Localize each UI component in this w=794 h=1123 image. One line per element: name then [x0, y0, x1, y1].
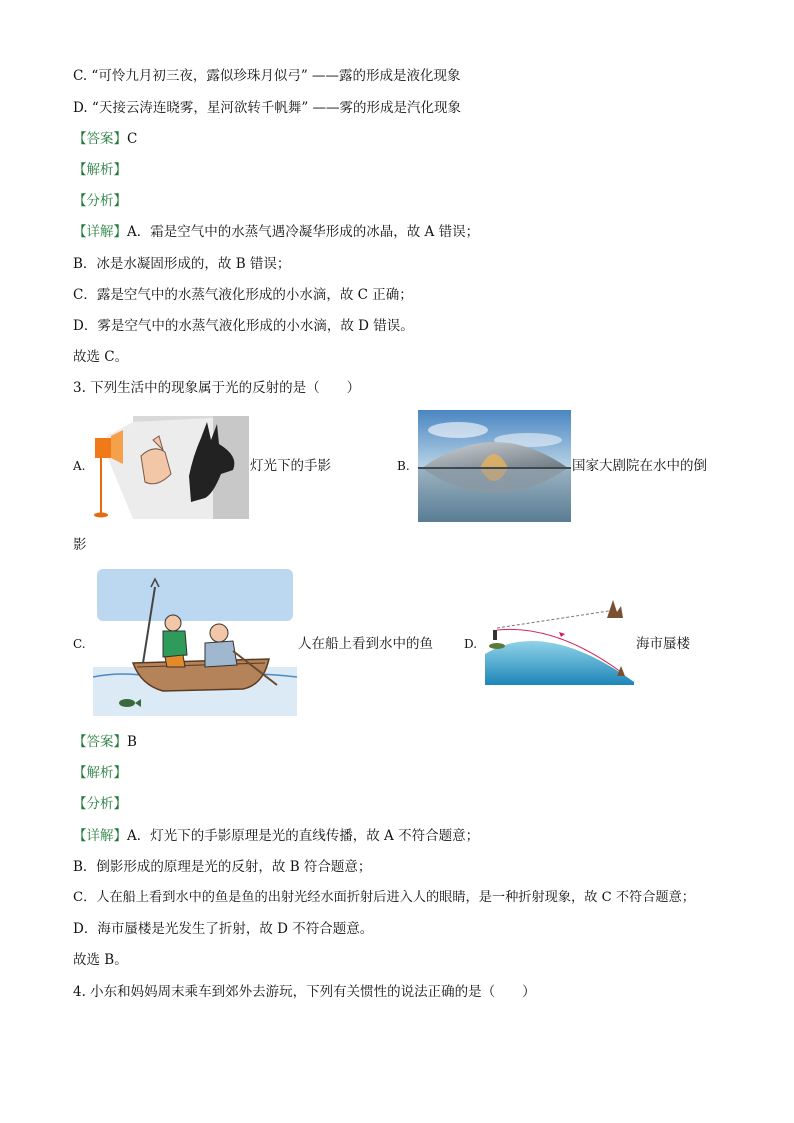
- q3-conclusion: 故选 B。: [73, 952, 128, 968]
- q3-option-b-letter: B.: [397, 459, 410, 473]
- q2-detail-b: B．冰是水凝固形成的，故 B 错误；: [73, 256, 291, 272]
- q3-detail-b: B．倒影形成的原理是光的反射，故 B 符合题意；: [73, 859, 372, 875]
- detail-tag: 【详解】: [73, 828, 127, 844]
- q3-option-b-text: 国家大剧院在水中的倒: [572, 458, 707, 474]
- fenxi-tag: 【分析】: [73, 796, 127, 812]
- q3-answer-line: [73, 733, 137, 751]
- hand-shadow-image: [93, 416, 249, 519]
- q2-conclusion: 故选 C。: [73, 349, 129, 365]
- answer-tag: 【答案】: [73, 131, 127, 147]
- q3-option-c-text: 人在船上看到水中的鱼: [298, 636, 433, 652]
- q2-detail-a-line: [73, 223, 479, 241]
- q3-detail-d: D．海市蜃楼是光发生了折射，故 D 不符合题意。: [73, 921, 374, 937]
- q2-detail-d: D．雾是空气中的水蒸气液化形成的小水滴，故 D 错误。: [73, 318, 414, 334]
- answer-tag: 【答案】: [73, 734, 127, 750]
- q3-option-d-text: 海市蜃楼: [636, 636, 690, 652]
- grand-theatre-image: [418, 410, 571, 522]
- q2-detail-a: A．霜是空气中的水蒸气遇冷凝华形成的冰晶，故 A 错误；: [127, 224, 480, 240]
- q3-detail-a-line: [73, 827, 479, 845]
- q3-option-b-wrap: 影: [73, 537, 87, 553]
- q2-detail-c: C．露是空气中的水蒸气液化形成的小水滴，故 C 正确；: [73, 287, 413, 303]
- q3-option-c-letter: C.: [73, 637, 86, 651]
- q4-question: 4. 小东和妈妈周末乘车到郊外去游玩，下列有关惯性的说法正确的是（ ）: [73, 984, 536, 1000]
- q2-answer-line: [73, 130, 137, 148]
- fenxi-tag: 【分析】: [73, 193, 127, 209]
- q3-option-d-letter: D.: [464, 637, 478, 651]
- answer-value: B: [127, 734, 137, 750]
- q2-option-c: C. “可怜九月初三夜，露似珍珠月似弓” ——露的形成是液化现象: [73, 68, 461, 84]
- mirage-image: [485, 598, 634, 685]
- analysis-tag: 【解析】: [73, 162, 127, 178]
- q3-detail-c: C．人在船上看到水中的鱼是鱼的出射光经水面折射后进入人的眼睛，是一种折射现象，故 C 不符合题意；: [73, 890, 695, 905]
- q3-question: 3. 下列生活中的现象属于光的反射的是（ ）: [73, 380, 361, 396]
- q2-option-d: D. “天接云涛连晓雾，星河欲转千帆舞” ——雾的形成是汽化现象: [73, 100, 462, 116]
- boat-fishing-image: [93, 567, 297, 716]
- analysis-tag: 【解析】: [73, 765, 127, 781]
- answer-value: C: [127, 131, 138, 147]
- q3-option-a-letter: A.: [73, 459, 86, 473]
- q3-option-a-text: 灯光下的手影: [250, 458, 331, 474]
- detail-tag: 【详解】: [73, 224, 127, 240]
- q3-detail-a: A．灯光下的手影原理是光的直线传播，故 A 不符合题意；: [127, 828, 480, 844]
